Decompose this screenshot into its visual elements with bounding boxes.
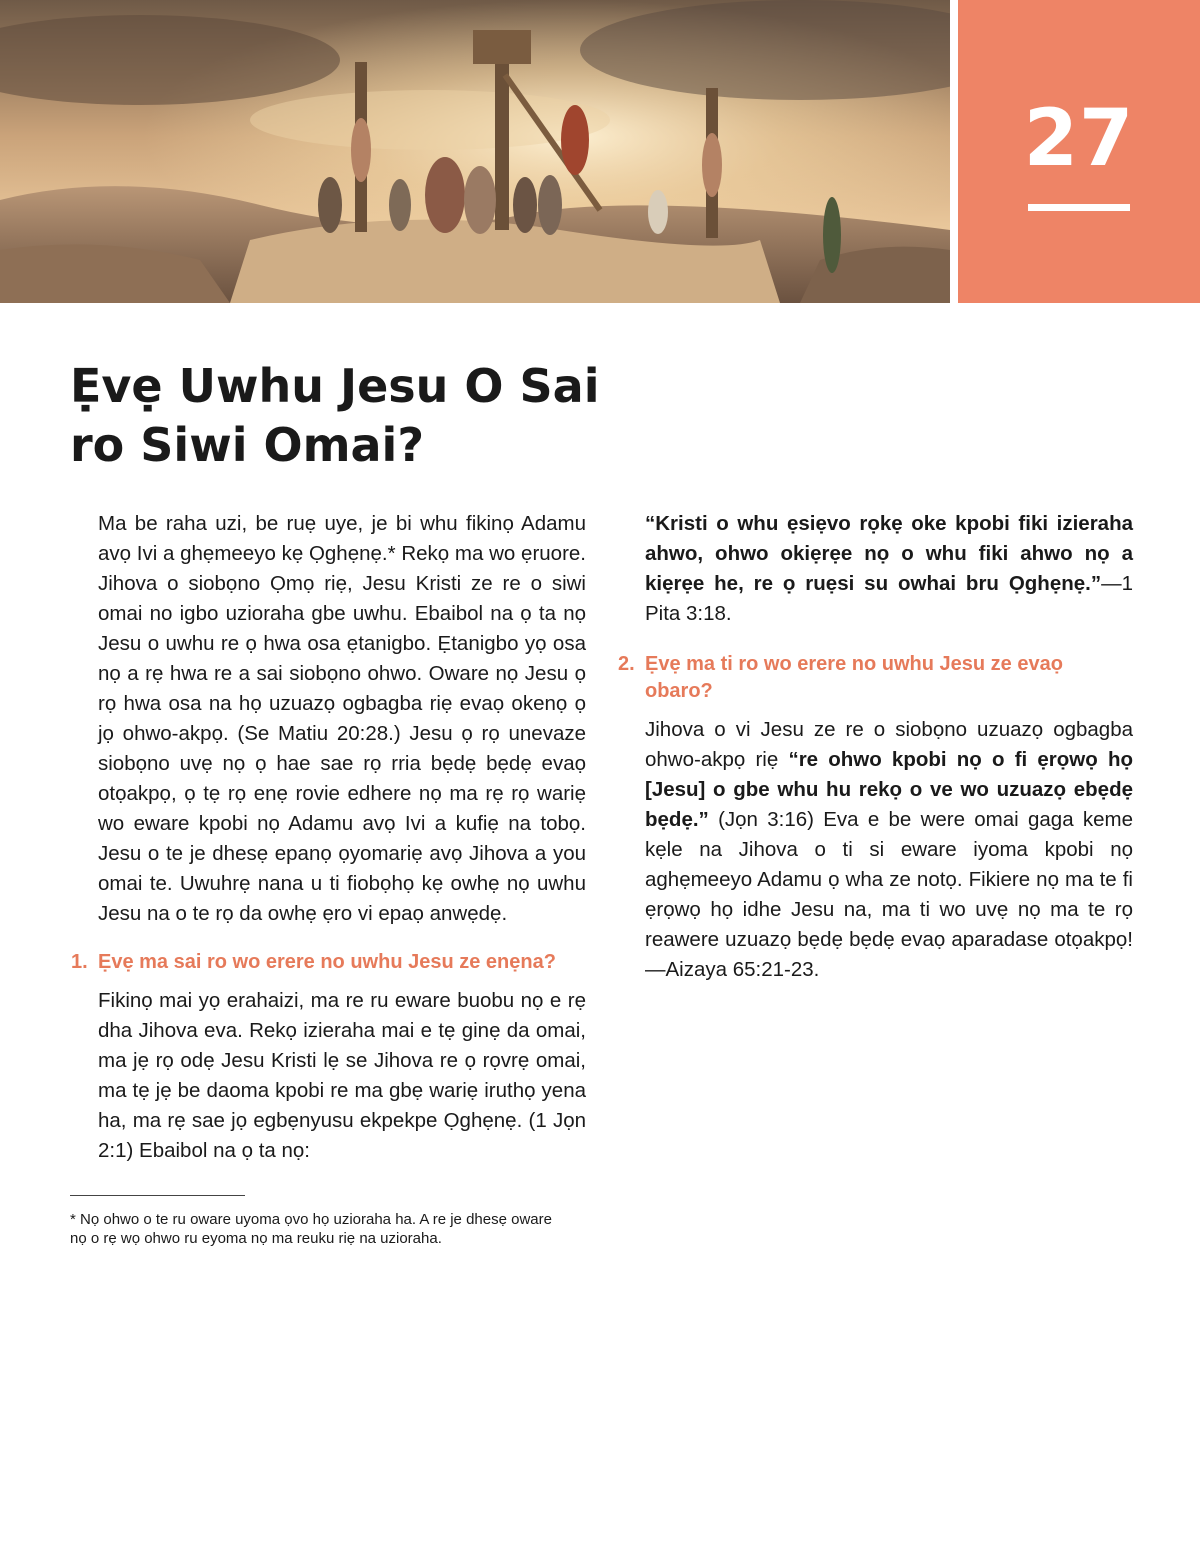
footnote-divider bbox=[70, 1195, 245, 1196]
question-1-heading bbox=[71, 949, 586, 976]
page-title-line-2: ro Siwi Omai? bbox=[70, 418, 425, 472]
intro-text-start: Ma be raha uzi, be ruẹ uye, je bi whu fikinọ Adamu avọ Ivi a ghẹmeeyo kẹ Ọghẹnẹ. bbox=[98, 512, 586, 565]
question-1-text: Ẹvẹ ma sai ro wo erere no uwhu Jesu ze enẹna? bbox=[98, 951, 556, 973]
page-title-line-1: Ẹvẹ Uwhu Jesu O Sai bbox=[70, 359, 600, 413]
answer-1-text: Fikinọ mai yọ erahaizi, ma re ru eware buobu nọ e rẹ dha Jihova eva. Rekọ izieraha mai e tẹ ginẹ da omai, ma jẹ rọ odẹ Jesu Kristi lẹ se Jihova re ọ rọvrẹ omai, ma tẹ jẹ be daoma kpobi re ma gbẹ wariẹ iruthọ yena ha, ma rẹ sae jọ egbẹnyusu ekpekpe Ọghẹnẹ. (1 Jọn 2:1) Ebaibol na ọ ta nọ: bbox=[98, 989, 586, 1162]
right-column bbox=[618, 509, 1133, 985]
lesson-number: 27 bbox=[1023, 94, 1135, 184]
intro-paragraph bbox=[98, 509, 586, 929]
answer-2-text-start: Jihova o vi Jesu ze re o siobọno uzuazọ ogbagba ohwo-akpọ riẹ bbox=[645, 718, 1133, 771]
answer-1-scripture-reference: —1 Pita 3:18. bbox=[645, 572, 1133, 625]
question-2-number: 2. bbox=[618, 653, 635, 675]
question-2-text: Ẹvẹ ma ti ro wo erere no uwhu Jesu ze evaọ obaro? bbox=[645, 653, 1063, 702]
footnote-marker[interactable]: * bbox=[387, 542, 396, 565]
answer-1-scripture-quote: “Kristi o whu ẹsiẹvo rọkẹ oke kpobi fiki izieraha ahwo, ohwo okiẹrẹe nọ o whu fiki ahwo nọ a kiẹrẹe he, re ọ ruẹsi su owhai bru Ọghẹnẹ.” bbox=[645, 512, 1133, 595]
answer-1-continued bbox=[645, 509, 1133, 629]
answer-2-text-rest: (Jọn 3:16) Eva e be were omai gaga keme kẹle na Jihova o ti si eware iyoma kpobi nọ aghẹmeeyo Adamu ọ wha ze notọ. Fikiere nọ ma te fi ẹrọwọ họ idhe Jesu na, ma ti wo uvẹ nọ ma te rọ reawere uzuazọ bẹdẹ bẹdẹ evaọ aparadase otọakpọ!—Aizaya 65:21-23. bbox=[645, 808, 1133, 981]
answer-2-paragraph bbox=[645, 715, 1133, 985]
question-1-number: 1. bbox=[71, 951, 88, 973]
question-2-heading bbox=[618, 651, 1133, 705]
footnote: * Nọ ohwo o te ru oware uyoma ọvo họ uzioraha ha. A re je dhesẹ oware nọ o rẹ wọ ohwo ru eyoma nọ ma reuku riẹ na uzioraha. bbox=[70, 1211, 552, 1247]
intro-text-rest: Rekọ ma wo ẹruore. Jihova o siobọno Ọmọ riẹ, Jesu Kristi ze re o siwi omai no igbo uzioraha gbe uwhu. Ebaibol na ọ ta nọ Jesu o uwhu re ọ hwa osa ẹtanigbo. Ẹtanigbo yọ osa nọ a rẹ hwa re a sai siobọno ohwo. Oware nọ Jesu ọ rọ hwa osa na họ uzuazọ ogbagba riẹ evaọ okenọ ọ jọ ohwo-akpọ. (Se Matiu 20:28.) Jesu ọ rọ unevaze siobọno uvẹ nọ ọ hae sae rọ rria bẹdẹ bẹdẹ evaọ otọakpọ, ọ tẹ rọ enẹ rovie edhere nọ ma rẹ rọ wariẹ wo eware kpobi nọ Adamu avọ Ivi a kufiẹ na tobọ. Jesu o te je dhesẹ epanọ ọyomariẹ avọ Jihova a you omai te. Uwuhrẹ nana u ti fiobọhọ kẹ owhẹ nọ uwhu Jesu na o te rọ da owhẹ ẹro vi epaọ anwẹdẹ. bbox=[98, 542, 587, 925]
answer-2-scripture-quote: “re ohwo kpobi nọ o fi ẹrọwọ họ [Jesu] o gbe whu hu rekọ o ve wo uzuazọ ebẹdẹ bẹdẹ.” bbox=[645, 748, 1133, 831]
page-title bbox=[70, 357, 630, 475]
left-column bbox=[71, 509, 587, 1166]
hero-image bbox=[0, 0, 950, 303]
answer-1-paragraph bbox=[98, 986, 586, 1166]
lesson-number-block bbox=[958, 0, 1200, 303]
lesson-number-underline bbox=[1028, 204, 1130, 211]
